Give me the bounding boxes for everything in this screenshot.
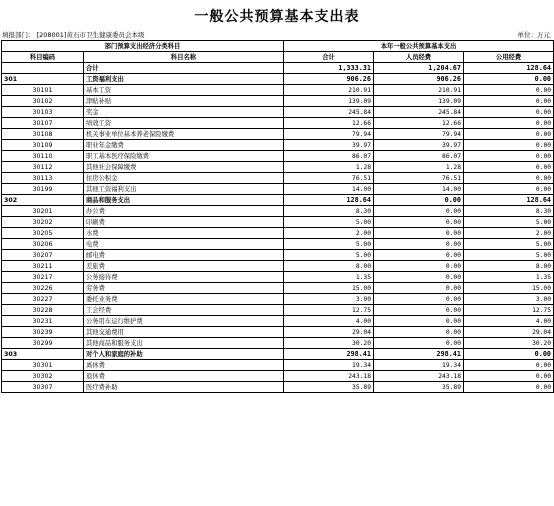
cell-name: 对个人和家庭的补助 — [84, 349, 284, 360]
table-row — [2, 228, 554, 239]
table-row — [2, 349, 554, 360]
cell-code: 30202 — [2, 217, 84, 228]
table-row — [2, 327, 554, 338]
table-column-header — [2, 52, 554, 63]
cell-public: 8.30 — [464, 206, 554, 217]
cell-code: 30206 — [2, 239, 84, 250]
cell-public: 0.00 — [464, 85, 554, 96]
cell-code: 30110 — [2, 151, 84, 162]
column-header-public: 公用经费 — [464, 52, 554, 63]
cell-total: 245.84 — [284, 107, 374, 118]
cell-code: 30103 — [2, 107, 84, 118]
cell-name: 邮电费 — [84, 250, 284, 261]
table-row — [2, 162, 554, 173]
cell-public: 0.00 — [464, 371, 554, 382]
group-header-classification: 部门预算支出经济分类科目 — [2, 41, 284, 52]
table-row — [2, 96, 554, 107]
cell-total: 8.00 — [284, 261, 374, 272]
cell-name: 住房公积金 — [84, 173, 284, 184]
cell-total: 1.28 — [284, 162, 374, 173]
cell-public: 0.00 — [464, 74, 554, 85]
cell-code: 30107 — [2, 118, 84, 129]
cell-code: 30109 — [2, 140, 84, 151]
cell-personnel: 1.28 — [374, 162, 464, 173]
cell-personnel: 76.51 — [374, 173, 464, 184]
cell-total: 128.64 — [284, 195, 374, 206]
cell-code: 30199 — [2, 184, 84, 195]
cell-personnel: 86.07 — [374, 151, 464, 162]
cell-personnel: 12.66 — [374, 118, 464, 129]
cell-total: 210.91 — [284, 85, 374, 96]
table-row — [2, 206, 554, 217]
cell-code: 30231 — [2, 316, 84, 327]
cell-code: 30226 — [2, 283, 84, 294]
cell-code: 30228 — [2, 305, 84, 316]
table-row — [2, 294, 554, 305]
cell-name: 机关事业单位基本养老保险缴费 — [84, 129, 284, 140]
table-row — [2, 173, 554, 184]
reporting-unit — [2, 30, 144, 39]
cell-total: 3.00 — [284, 294, 374, 305]
table-row — [2, 118, 554, 129]
cell-total: 298.41 — [284, 349, 374, 360]
cell-total: 35.89 — [284, 382, 374, 393]
cell-name: 奖金 — [84, 107, 284, 118]
table-row — [2, 338, 554, 349]
cell-personnel: 210.91 — [374, 85, 464, 96]
cell-total: 5.00 — [284, 239, 374, 250]
cell-personnel: 14.00 — [374, 184, 464, 195]
cell-total: 5.00 — [284, 250, 374, 261]
cell-personnel: 39.97 — [374, 140, 464, 151]
cell-code: 30211 — [2, 261, 84, 272]
cell-total: 12.75 — [284, 305, 374, 316]
cell-total: 2.00 — [284, 228, 374, 239]
table-row — [2, 382, 554, 393]
cell-public: 128.64 — [464, 63, 554, 74]
cell-personnel: 0.00 — [374, 217, 464, 228]
cell-code: 30201 — [2, 206, 84, 217]
cell-personnel: 0.00 — [374, 327, 464, 338]
cell-code: 30217 — [2, 272, 84, 283]
cell-code: 303 — [2, 349, 84, 360]
cell-personnel: 0.00 — [374, 195, 464, 206]
table-row — [2, 151, 554, 162]
page-title: 一般公共预算基本支出表 — [194, 9, 360, 25]
table-row — [2, 107, 554, 118]
cell-public: 0.00 — [464, 173, 554, 184]
cell-public: 5.00 — [464, 239, 554, 250]
cell-total: 1.35 — [284, 272, 374, 283]
cell-name: 退休费 — [84, 371, 284, 382]
cell-public: 3.00 — [464, 294, 554, 305]
cell-code: 30302 — [2, 371, 84, 382]
cell-name: 职工基本医疗保险缴费 — [84, 151, 284, 162]
cell-personnel: 243.18 — [374, 371, 464, 382]
cell-personnel: 0.00 — [374, 228, 464, 239]
cell-public: 0.00 — [464, 151, 554, 162]
cell-personnel: 139.09 — [374, 96, 464, 107]
cell-code: 30307 — [2, 382, 84, 393]
cell-name: 其他商品和服务支出 — [84, 338, 284, 349]
cell-personnel: 0.00 — [374, 294, 464, 305]
cell-personnel: 0.00 — [374, 338, 464, 349]
currency-unit: 单位：万元 — [517, 31, 550, 39]
cell-name: 电费 — [84, 239, 284, 250]
cell-name: 其他交通费用 — [84, 327, 284, 338]
table-row — [2, 316, 554, 327]
cell-public: 15.00 — [464, 283, 554, 294]
reporting-unit-name: [208001]黄石市卫生健康委员会本级 — [36, 31, 145, 39]
cell-personnel: 0.00 — [374, 305, 464, 316]
cell-total: 139.09 — [284, 96, 374, 107]
cell-total: 5.00 — [284, 217, 374, 228]
cell-public: 1.35 — [464, 272, 554, 283]
table-row — [2, 217, 554, 228]
cell-name: 商品和服务支出 — [84, 195, 284, 206]
cell-personnel: 0.00 — [374, 206, 464, 217]
cell-code: 30207 — [2, 250, 84, 261]
cell-name: 水费 — [84, 228, 284, 239]
cell-public: 12.75 — [464, 305, 554, 316]
table-row — [2, 184, 554, 195]
cell-personnel: 0.00 — [374, 272, 464, 283]
cell-name: 办公费 — [84, 206, 284, 217]
cell-name: 医疗费补助 — [84, 382, 284, 393]
cell-personnel: 79.94 — [374, 129, 464, 140]
cell-name: 公务用车运行维护费 — [84, 316, 284, 327]
cell-code: 30299 — [2, 338, 84, 349]
cell-personnel: 1,204.67 — [374, 63, 464, 74]
table-row — [2, 129, 554, 140]
table-group-header — [2, 41, 554, 52]
cell-public: 0.00 — [464, 382, 554, 393]
cell-code: 30239 — [2, 327, 84, 338]
cell-total: 12.66 — [284, 118, 374, 129]
cell-total: 29.04 — [284, 327, 374, 338]
cell-name: 基本工资 — [84, 85, 284, 96]
table-row — [2, 74, 554, 85]
cell-personnel: 245.84 — [374, 107, 464, 118]
table-row — [2, 239, 554, 250]
column-header-code: 科目编码 — [2, 52, 84, 63]
cell-total: 86.07 — [284, 151, 374, 162]
cell-name: 离休费 — [84, 360, 284, 371]
table-row — [2, 140, 554, 151]
cell-total: 906.26 — [284, 74, 374, 85]
cell-personnel: 35.89 — [374, 382, 464, 393]
cell-code: 30108 — [2, 129, 84, 140]
table-body — [2, 63, 554, 393]
cell-public: 0.00 — [464, 107, 554, 118]
group-header-expenditure: 本年一般公共预算基本支出 — [284, 41, 554, 52]
table-row — [2, 63, 554, 74]
cell-code: 30113 — [2, 173, 84, 184]
table-row — [2, 283, 554, 294]
cell-name: 印刷费 — [84, 217, 284, 228]
cell-total: 39.97 — [284, 140, 374, 151]
cell-code: 30112 — [2, 162, 84, 173]
cell-total: 243.18 — [284, 371, 374, 382]
table-row — [2, 195, 554, 206]
cell-personnel: 0.00 — [374, 283, 464, 294]
cell-name: 工会经费 — [84, 305, 284, 316]
cell-code: 302 — [2, 195, 84, 206]
reporting-unit-label: 填报部门： — [2, 31, 35, 39]
cell-personnel: 19.34 — [374, 360, 464, 371]
column-header-name: 科目名称 — [84, 52, 284, 63]
cell-public: 8.00 — [464, 261, 554, 272]
cell-code — [2, 63, 84, 74]
cell-public: 0.00 — [464, 162, 554, 173]
table-row — [2, 371, 554, 382]
cell-total: 14.00 — [284, 184, 374, 195]
cell-total: 1,333.31 — [284, 63, 374, 74]
table-row — [2, 360, 554, 371]
cell-name: 合计 — [84, 63, 284, 74]
cell-public: 30.20 — [464, 338, 554, 349]
cell-personnel: 0.00 — [374, 261, 464, 272]
table-row — [2, 250, 554, 261]
cell-name: 劳务费 — [84, 283, 284, 294]
cell-public: 0.00 — [464, 96, 554, 107]
cell-personnel: 298.41 — [374, 349, 464, 360]
cell-total: 19.34 — [284, 360, 374, 371]
cell-name: 差旅费 — [84, 261, 284, 272]
cell-name: 其他社会保障缴费 — [84, 162, 284, 173]
cell-code: 301 — [2, 74, 84, 85]
cell-personnel: 0.00 — [374, 239, 464, 250]
table-row — [2, 261, 554, 272]
cell-personnel: 0.00 — [374, 250, 464, 261]
cell-personnel: 906.26 — [374, 74, 464, 85]
cell-total: 8.30 — [284, 206, 374, 217]
cell-total: 30.20 — [284, 338, 374, 349]
cell-total: 76.51 — [284, 173, 374, 184]
cell-name: 职业年金缴费 — [84, 140, 284, 151]
cell-public: 0.00 — [464, 360, 554, 371]
table-row — [2, 85, 554, 96]
table-row — [2, 305, 554, 316]
cell-code: 30101 — [2, 85, 84, 96]
cell-public: 5.00 — [464, 217, 554, 228]
cell-total: 15.00 — [284, 283, 374, 294]
cell-name: 其他工资福利支出 — [84, 184, 284, 195]
cell-code: 30102 — [2, 96, 84, 107]
cell-public: 0.00 — [464, 118, 554, 129]
cell-name: 津贴补贴 — [84, 96, 284, 107]
cell-public: 128.64 — [464, 195, 554, 206]
cell-public: 4.00 — [464, 316, 554, 327]
cell-public: 0.00 — [464, 184, 554, 195]
expenditure-table — [1, 40, 554, 393]
cell-name: 绩效工资 — [84, 118, 284, 129]
table-row — [2, 272, 554, 283]
cell-name: 公务接待费 — [84, 272, 284, 283]
column-header-personnel: 人员经费 — [374, 52, 464, 63]
cell-public: 0.00 — [464, 349, 554, 360]
cell-code: 30301 — [2, 360, 84, 371]
cell-total: 79.94 — [284, 129, 374, 140]
cell-name: 工资福利支出 — [84, 74, 284, 85]
cell-code: 30227 — [2, 294, 84, 305]
cell-personnel: 0.00 — [374, 316, 464, 327]
cell-public: 29.04 — [464, 327, 554, 338]
cell-public: 5.00 — [464, 250, 554, 261]
column-header-total: 合计 — [284, 52, 374, 63]
cell-code: 30205 — [2, 228, 84, 239]
cell-public: 2.00 — [464, 228, 554, 239]
cell-public: 0.00 — [464, 140, 554, 151]
cell-total: 4.00 — [284, 316, 374, 327]
cell-name: 委托业务费 — [84, 294, 284, 305]
cell-public: 0.00 — [464, 129, 554, 140]
